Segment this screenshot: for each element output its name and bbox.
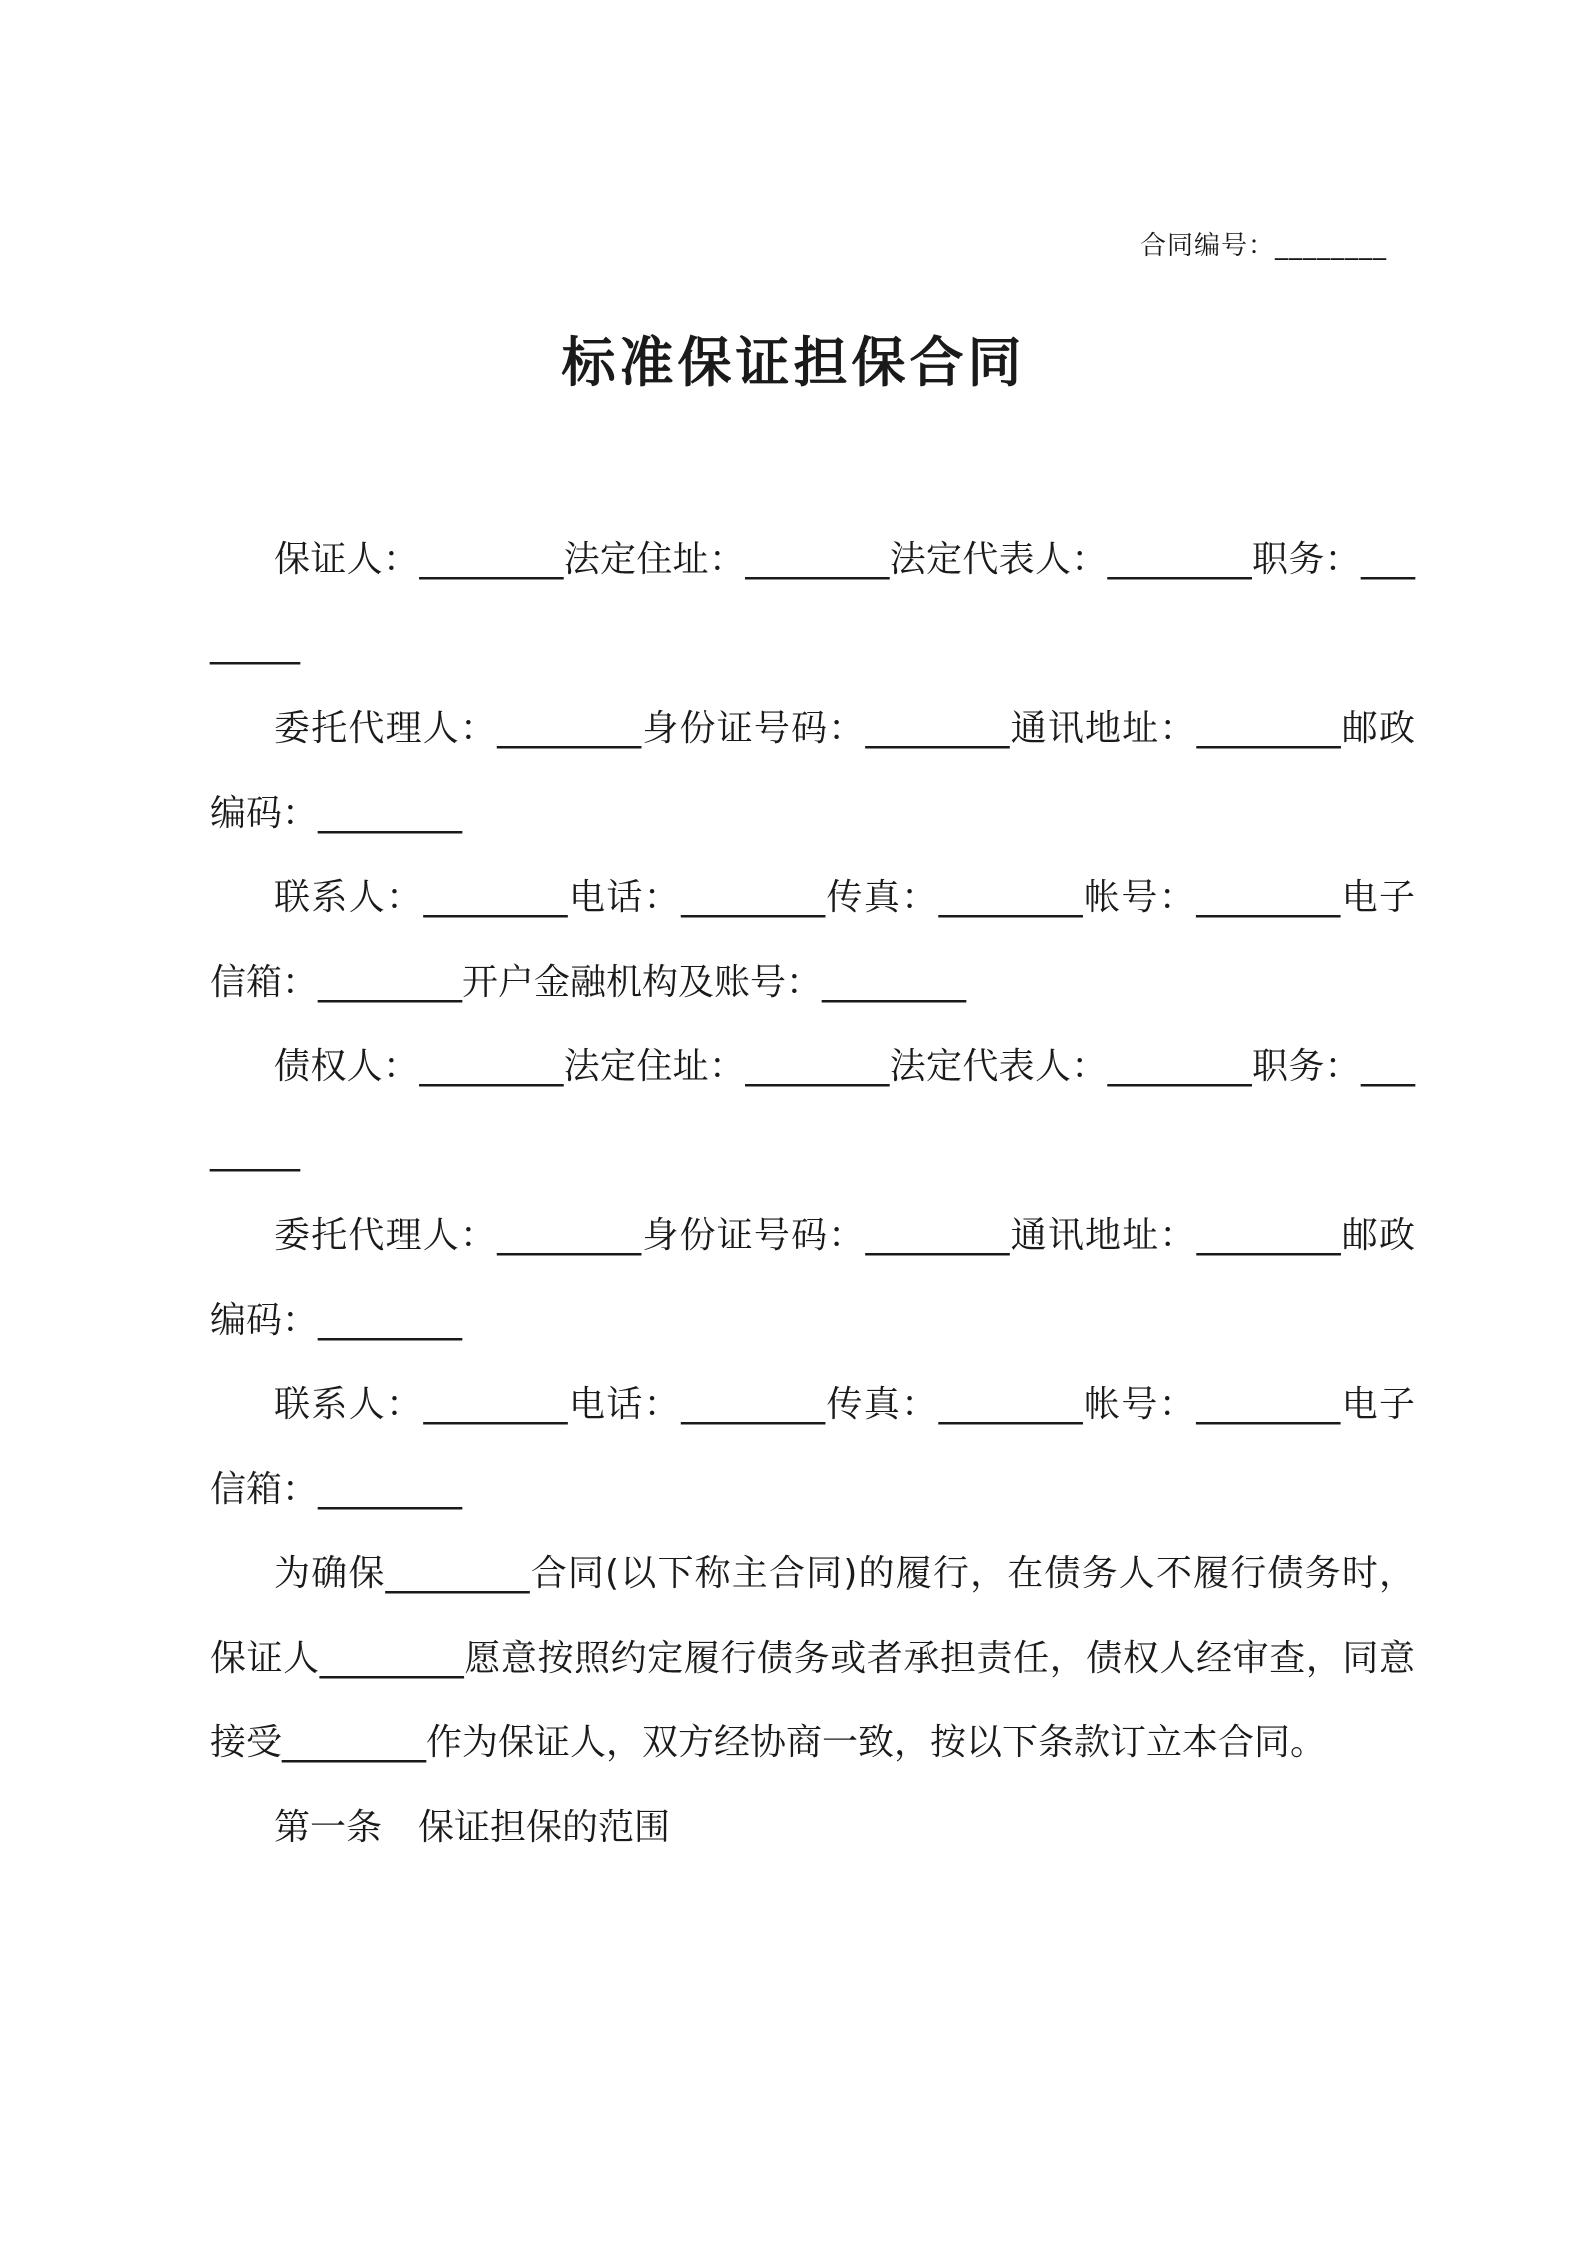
guarantor-info-paragraph: 保证人：________法定住址：________法定代表人：________职务：________ [210, 539, 1415, 665]
creditor-agent-paragraph: 委托代理人：________身份证号码：________通讯地址：________邮政编码：________ [210, 1215, 1415, 1341]
guarantor-contact-paragraph: 联系人：________电话：________传真：________帐号：________电子信箱：________开户金融机构及账号：________ [210, 877, 1415, 1003]
preamble-paragraph: 为确保________合同(以下称主合同)的履行，在债务人不履行债务时，保证人________愿意按照约定履行债务或者承担责任，债权人经审查，同意接受________作为保证人，双方经协商一致，按以下条款订立本合同。 [210, 1553, 1415, 1763]
creditor-contact-paragraph: 联系人：________电话：________传真：________帐号：________电子信箱：________ [210, 1384, 1415, 1510]
contract-body [210, 518, 1415, 1870]
contract-number: 合同编号：________ [1139, 231, 1387, 261]
creditor-info-paragraph: 债权人：________法定住址：________法定代表人：________职务：________ [210, 1046, 1415, 1172]
guarantor-agent-paragraph: 委托代理人：________身份证号码：________通讯地址：________邮政编码：________ [210, 708, 1415, 834]
document-title: 标准保证担保合同 [561, 330, 1026, 394]
article-one-heading: 第一条 保证担保的范围 [274, 1806, 671, 1848]
